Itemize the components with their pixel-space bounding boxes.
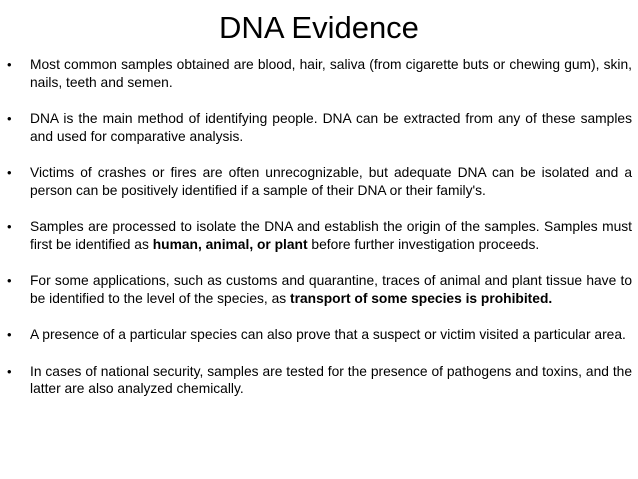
slide-title: DNA Evidence <box>219 10 419 45</box>
bullet-text: before further investigation proceeds. <box>307 236 540 252</box>
bullet-dot-icon: • <box>7 57 12 72</box>
bullet-item <box>0 164 638 199</box>
bullet-list <box>0 56 638 417</box>
bullet-emphasis: transport of some species is prohibited. <box>290 290 553 306</box>
bullet-text: For some applications, such as customs and quarantine, traces of animal and plant tissue have to be identified to the level of the species, as <box>30 273 632 306</box>
bullet-item <box>0 56 638 91</box>
bullet-dot-icon: • <box>7 273 12 288</box>
bullet-item <box>0 272 638 307</box>
bullet-dot-icon: • <box>7 165 12 180</box>
bullet-emphasis: human, animal, or plant <box>152 236 308 252</box>
bullet-text: Victims of crashes or fires are often unrecognizable, but adequate DNA can be isolated and a person can be positively identified if a sample of their DNA or their family's. <box>30 165 632 198</box>
bullet-dot-icon: • <box>7 327 12 342</box>
bullet-text: A presence of a particular species can also prove that a suspect or victim visited a particular area. <box>30 327 626 342</box>
bullet-item <box>0 218 638 253</box>
bullet-dot-icon: • <box>7 219 12 234</box>
bullet-item <box>0 326 638 344</box>
bullet-dot-icon: • <box>7 363 12 379</box>
bullet-text: Most common samples obtained are blood, hair, saliva (from cigarette buts or chewing gum), skin, nails, teeth and semen. <box>30 57 632 90</box>
bullet-item <box>0 110 638 145</box>
bullet-item <box>0 363 638 398</box>
bullet-dot-icon: • <box>7 111 12 126</box>
bullet-text: DNA is the main method of identifying people. DNA can be extracted from any of these samples and used for comparative analysis. <box>30 111 632 144</box>
bullet-text: Samples are processed to isolate the DNA and establish the origin of the samples. Samples must first be identified as <box>30 219 632 252</box>
bullet-text: In cases of national security, samples are tested for the presence of pathogens and toxins, and the latter are also analyzed chemically. <box>30 363 632 396</box>
